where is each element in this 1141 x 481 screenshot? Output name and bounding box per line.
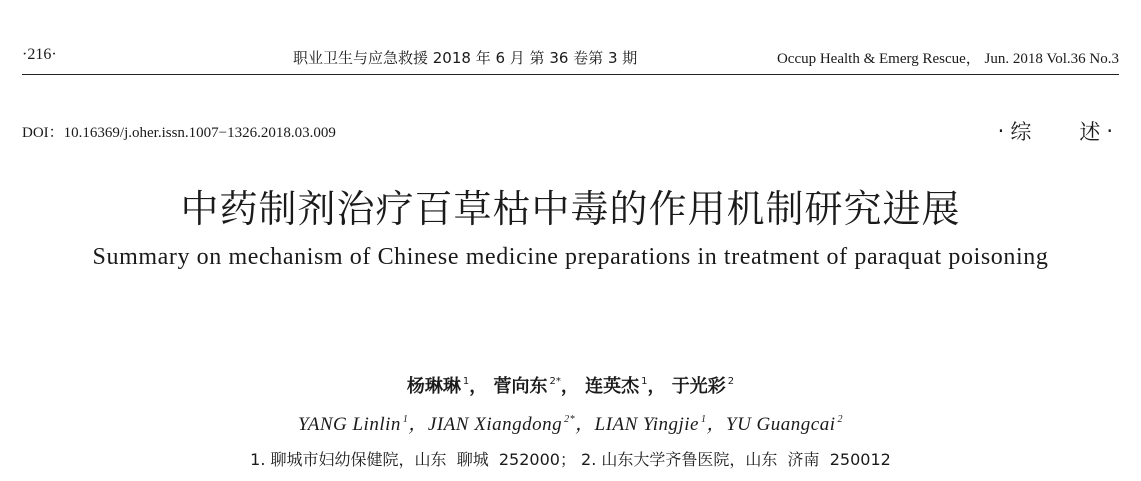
title-chinese: 中药制剂治疗百草枯中毒的作用机制研究进展 xyxy=(180,187,961,231)
author-cn: 杨琳琳 $^1$， xyxy=(406,376,488,397)
title-english: Summary on mechanism of Chinese medicine preparations in treatment of paraquat poisoning xyxy=(92,244,1049,270)
page-number: ·216· xyxy=(22,46,57,63)
author-en: LIAN Yingjie $^1$， xyxy=(594,414,726,435)
section-label xyxy=(994,116,1119,146)
authors-chinese xyxy=(0,372,1141,398)
journal-name-english: Occup Health & Emerg Rescue， Jun. 2018 Vol.36 No.3 xyxy=(776,51,1119,67)
running-header xyxy=(22,40,1119,75)
affiliations: 1. 聊城市妇幼保健院，山东 聊城 252000； 2. 山东大学齐鲁医院，山东 济南 250012 xyxy=(250,450,891,469)
authors-english xyxy=(0,409,1141,436)
author-cn: 于光彩 $^2$ xyxy=(671,376,735,397)
doi: DOI：10.16369/j.oher.issn.1007−1326.2018.03.009 xyxy=(22,125,336,141)
section-char-2: 述 xyxy=(1079,120,1103,144)
author-en: YANG Linlin $^1$， xyxy=(298,414,428,435)
journal-name-chinese: 职业卫生与应急救援 2018 年 6 月 第 36 卷第 3 期 xyxy=(293,49,638,67)
section-dot-right: · xyxy=(1106,119,1115,143)
section-char-1: 综 xyxy=(1010,120,1034,144)
author-cn: 菅向东 $^{2*}$， xyxy=(493,376,579,397)
author-cn: 连英杰 $^1$， xyxy=(585,376,666,397)
section-dot-left: · xyxy=(997,119,1007,143)
author-en: YU Guangcai $^2$ xyxy=(726,414,843,435)
author-en: JIAN Xiangdong $^{2*}$， xyxy=(427,414,595,435)
